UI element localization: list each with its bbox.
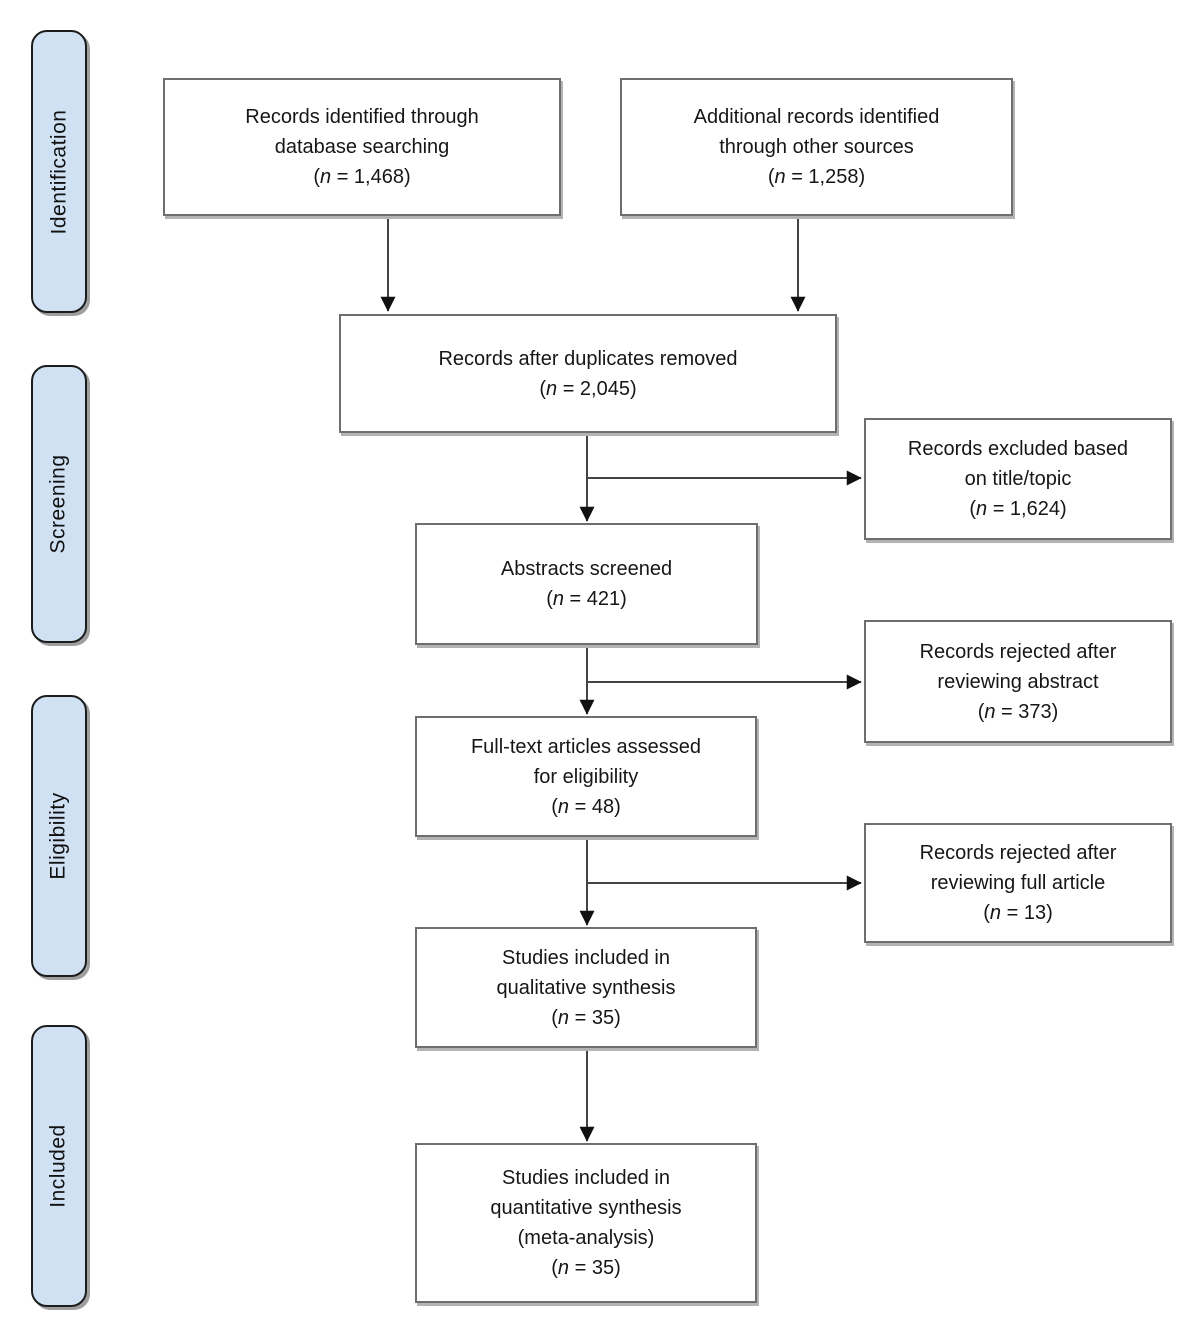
stage-bar-eligibility	[31, 695, 87, 977]
box-text-line: Full-text articles assessed	[470, 735, 702, 758]
stage-bar-identification	[31, 30, 87, 313]
box-text-line: for eligibility	[533, 765, 639, 788]
box-count: (n = 1,468)	[313, 166, 411, 188]
box-text-line: (meta-analysis)	[517, 1227, 655, 1249]
flow-box-duplicates-removed	[339, 314, 837, 433]
box-text-line: Records excluded based	[907, 438, 1129, 460]
box-text-line: reviewing abstract	[937, 670, 1099, 693]
flow-box-excluded-title-topic	[864, 418, 1172, 540]
flow-box-rejected-abstract	[864, 620, 1172, 743]
flow-box-additional-records	[620, 78, 1013, 216]
box-count: (n = 2,045)	[539, 377, 637, 400]
flow-box-fulltext-assessed	[415, 716, 757, 837]
stage-bar-screening	[31, 365, 87, 643]
box-count: (n = 1,624)	[969, 498, 1067, 520]
box-count: (n = 421)	[546, 588, 627, 610]
stage-label-eligibility: Eligibility	[47, 792, 71, 880]
box-text-line: database searching	[274, 136, 450, 158]
box-text-line: Studies included in	[502, 1167, 670, 1189]
flow-box-rejected-full-article	[864, 823, 1172, 943]
box-text-line: Records identified through	[245, 106, 479, 128]
box-text-line: Records after duplicates removed	[438, 347, 738, 370]
stage-bar-included	[31, 1025, 87, 1307]
box-count: (n = 1,258)	[767, 166, 866, 188]
box-text-line: on title/topic	[964, 468, 1072, 490]
box-text-line: quantitative synthesis	[490, 1197, 682, 1219]
stage-label-identification: Identification	[47, 109, 71, 234]
flow-box-quantitative-synthesis	[415, 1143, 757, 1303]
stage-label-included: Included	[47, 1124, 70, 1208]
box-count: (n = 48)	[551, 795, 621, 818]
flow-box-records-identified	[163, 78, 561, 216]
box-count: (n = 35)	[551, 1006, 621, 1029]
box-count: (n = 35)	[551, 1257, 621, 1279]
box-text-line: reviewing full article	[930, 872, 1106, 894]
box-text-line: Studies included in	[502, 946, 670, 969]
flow-box-abstracts-screened	[415, 523, 758, 645]
box-text-line: qualitative synthesis	[496, 976, 676, 999]
box-count: (n = 13)	[983, 902, 1053, 924]
box-text-line: Records rejected after	[919, 842, 1117, 864]
box-text-line: Records rejected after	[919, 640, 1117, 663]
box-text-line: Abstracts screened	[500, 558, 673, 580]
box-count: (n = 373)	[977, 700, 1059, 723]
flow-box-qualitative-synthesis	[415, 927, 757, 1048]
box-text-line: through other sources	[719, 136, 914, 158]
box-text-line: Additional records identified	[693, 106, 940, 128]
stage-label-screening: Screening	[47, 454, 70, 554]
